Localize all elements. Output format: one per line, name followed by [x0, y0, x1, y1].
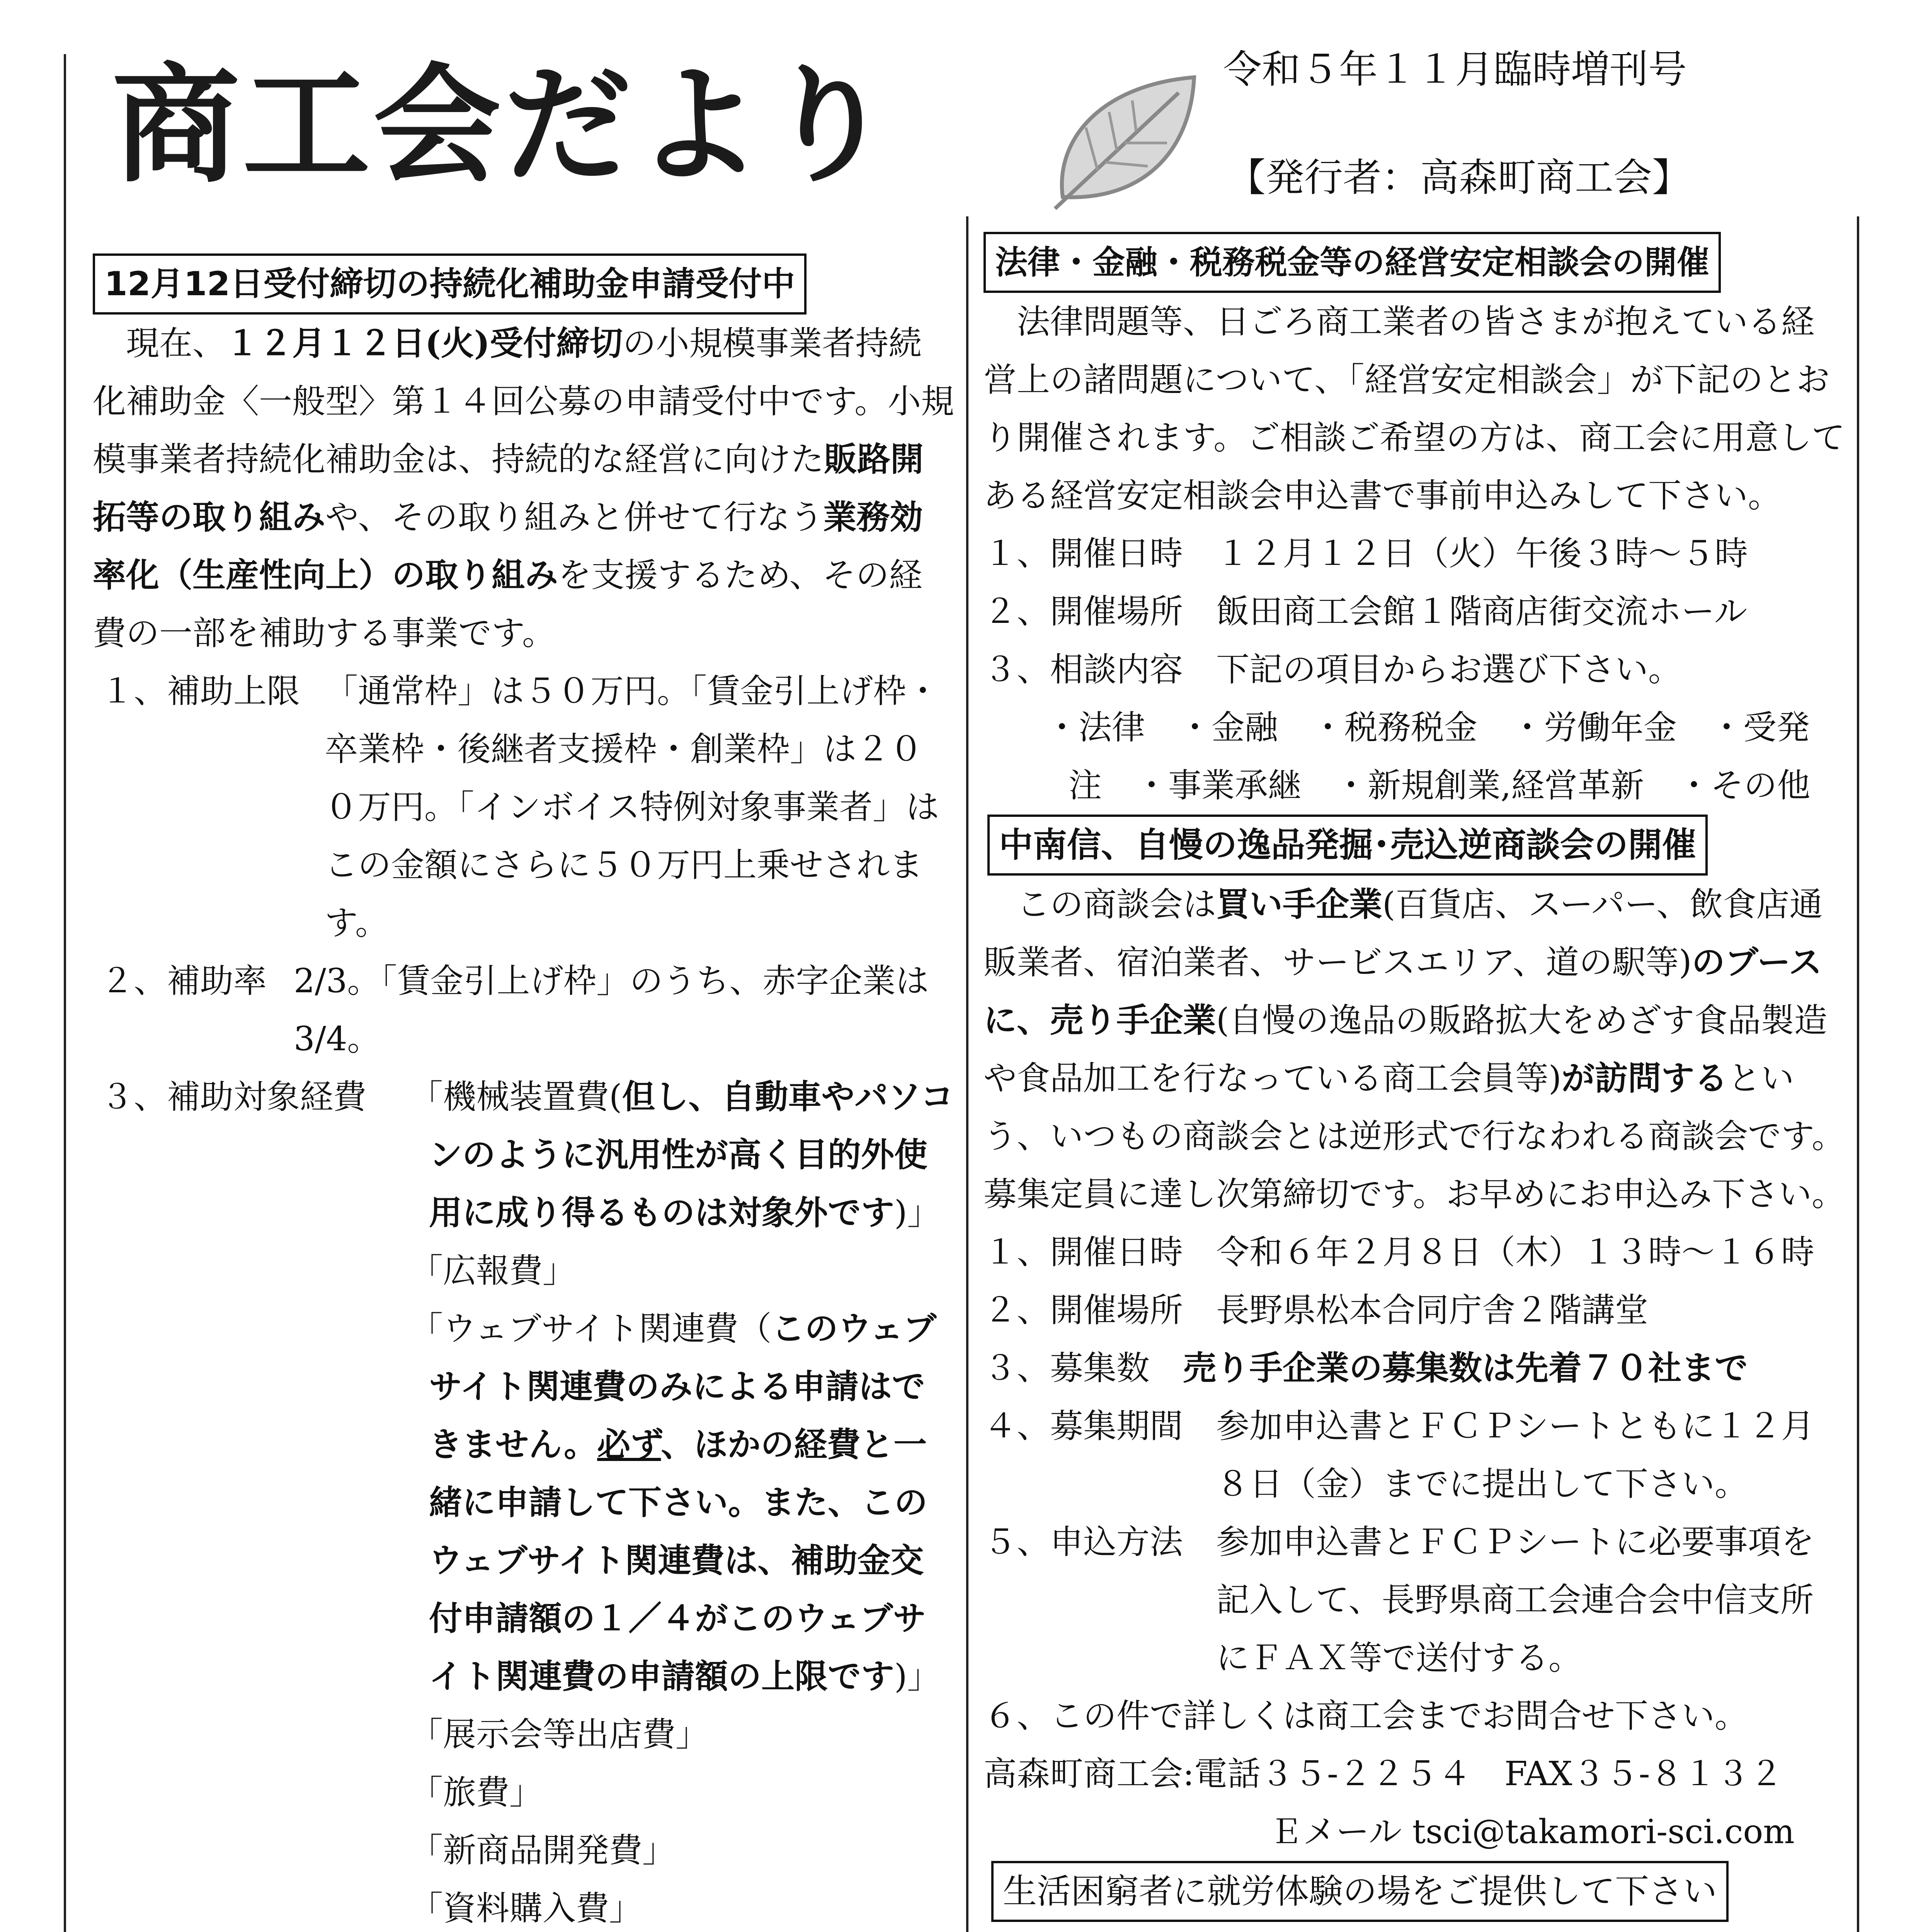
consult-heading: 法律・金融・税務税金等の経営安定相談会の開催 [984, 232, 1721, 293]
right-margin-rule [1857, 216, 1859, 1932]
publisher-label: 【発行者：高森町商工会】 [1227, 155, 1691, 200]
consult-item-content: ３、相談内容 下記の項目からお選び下さい。 [984, 650, 1681, 689]
expense-travel: 「旅費」 [410, 1773, 543, 1812]
fair-heading: 中南信、自慢の逸品発掘･売込逆商談会の開催 [987, 815, 1708, 876]
work-intro [984, 1922, 1845, 1932]
consult-topics-line2: 注 ・事業承継 ・新規創業,経営革新 ・その他 [1069, 766, 1811, 805]
consult-intro: 法律問題等、日ごろ商工業者の皆さまが抱えている経営上の諸問題について、「経営安定相談会」が下記のとおり開催されます。ご相談ご希望の方は、商工会に用意してある経営安定相談会申込書で事前申込みして下さい。 [984, 303, 1845, 515]
expense-machinery: 「機械装置費(但し、自動車やパソコンのように汎用性が高く目的外使用に成り得るものは対象外です)」 [410, 1077, 954, 1232]
subsidy-item-expenses-label: ３、補助対象経費 [100, 1078, 366, 1116]
masthead-title: 商工会だより [112, 51, 896, 200]
consult-topics-line1: ・法律 ・金融 ・税務税金 ・労働年金 ・受発 [1045, 708, 1810, 747]
fair-item-period: ４、募集期間 参加申込書とＦＣＰシートともに１２月８日（金）までに提出して下さい。 [984, 1407, 1814, 1503]
fair-contact: 高森町商工会:電話３５-２２５４ FAX３５-８１３２ [984, 1755, 1783, 1793]
column-divider [966, 216, 968, 1932]
consult-item-venue: ２、開催場所 飯田商工会館１階商店街交流ホール [984, 592, 1748, 631]
left-column [93, 255, 955, 1932]
subsidy-heading: 12月12日受付締切の持続化補助金申請受付中 [93, 253, 807, 315]
subsidy-intro: 現在、１２月１２日(火)受付締切の小規模事業者持続化補助金〈一般型〉第１４回公募の申請受付中です。小規模事業者持続化補助金は、持続的な経営に向けた販路開拓等の取り組みや、その取り組みと併せて行なう業務効率化（生産性向上）の取り組みを支援するため、その経費の一部を補助する事業です。 [93, 324, 955, 653]
consult-item-datetime: １、開催日時 １２月１２日（火）午後３時～５時 [984, 534, 1748, 573]
expense-materials: 「資料購入費」 [410, 1889, 642, 1928]
right-column [984, 232, 1845, 1932]
expense-ads: 「広報費」 [410, 1252, 576, 1290]
expense-website: 「ウェブサイト関連費（このウェブサイト関連費のみによる申請はできません。必ず、ほかの経費と一緒に申請して下さい。また、このウェブサイト関連費は、補助金交付申請額の１／４がこのウェブサイト関連費の申請額の上限です)」 [410, 1309, 941, 1696]
subsidy-item-limit: １、補助上限 「通常枠」は５０万円。「賃金引上げ枠・卒業枠・後継者支援枠・創業枠」は２００万円。「インボイス特例対象事業者」はこの金額にさらに５０万円上乗せされます。 [100, 672, 939, 942]
fair-item-datetime: １、開催日時 令和６年２月８日（木）１３時～１６時 [984, 1233, 1814, 1272]
work-heading: 生活困窮者に就労体験の場をご提供して下さい [991, 1861, 1729, 1922]
fair-item-venue: ２、開催場所 長野県松本合同庁舎２階講堂 [984, 1291, 1648, 1330]
expense-list [93, 1068, 955, 1932]
fair-item-capacity: ３、募集数 売り手企業の募集数は先着７０社まで [984, 1349, 1748, 1388]
fair-email: Ｅメール tsci@takamori-sci.com [1269, 1813, 1795, 1851]
expense-exhibition: 「展示会等出店費」 [410, 1715, 709, 1754]
issue-label: 令和５年１１月臨時増刊号 [1223, 47, 1687, 92]
leaf-icon [1040, 70, 1202, 218]
fair-item-method: ５、申込方法 参加申込書とＦＣＰシートに必要事項を記入して、長野県商工会連合会中信支所にＦＡＸ等で送付する。 [984, 1523, 1814, 1677]
left-margin-rule [64, 54, 66, 1932]
fair-item-inquiry: ６、この件で詳しくは商工会までお問合せ下さい。 [984, 1697, 1748, 1735]
subsidy-item-rate: ２、補助率 2/3。「賃金引上げ枠」のうち、赤字企業は3/4。 [100, 962, 929, 1058]
expense-newproduct: 「新商品開発費」 [410, 1831, 676, 1870]
fair-intro: この商談会は買い手企業(百貨店、スーパー、飲食店通販業者、宿泊業者、サービスエリア、道の駅等)のブースに、売り手企業(自慢の逸品の販路拡大をめざす食品製造や食品加工を行なっている商工会員等)が訪問するという、いつもの商談会とは逆形式で行なわれる商談会です。募集定員に達し次第締切です。お早めにお申込み下さい。 [984, 885, 1845, 1214]
